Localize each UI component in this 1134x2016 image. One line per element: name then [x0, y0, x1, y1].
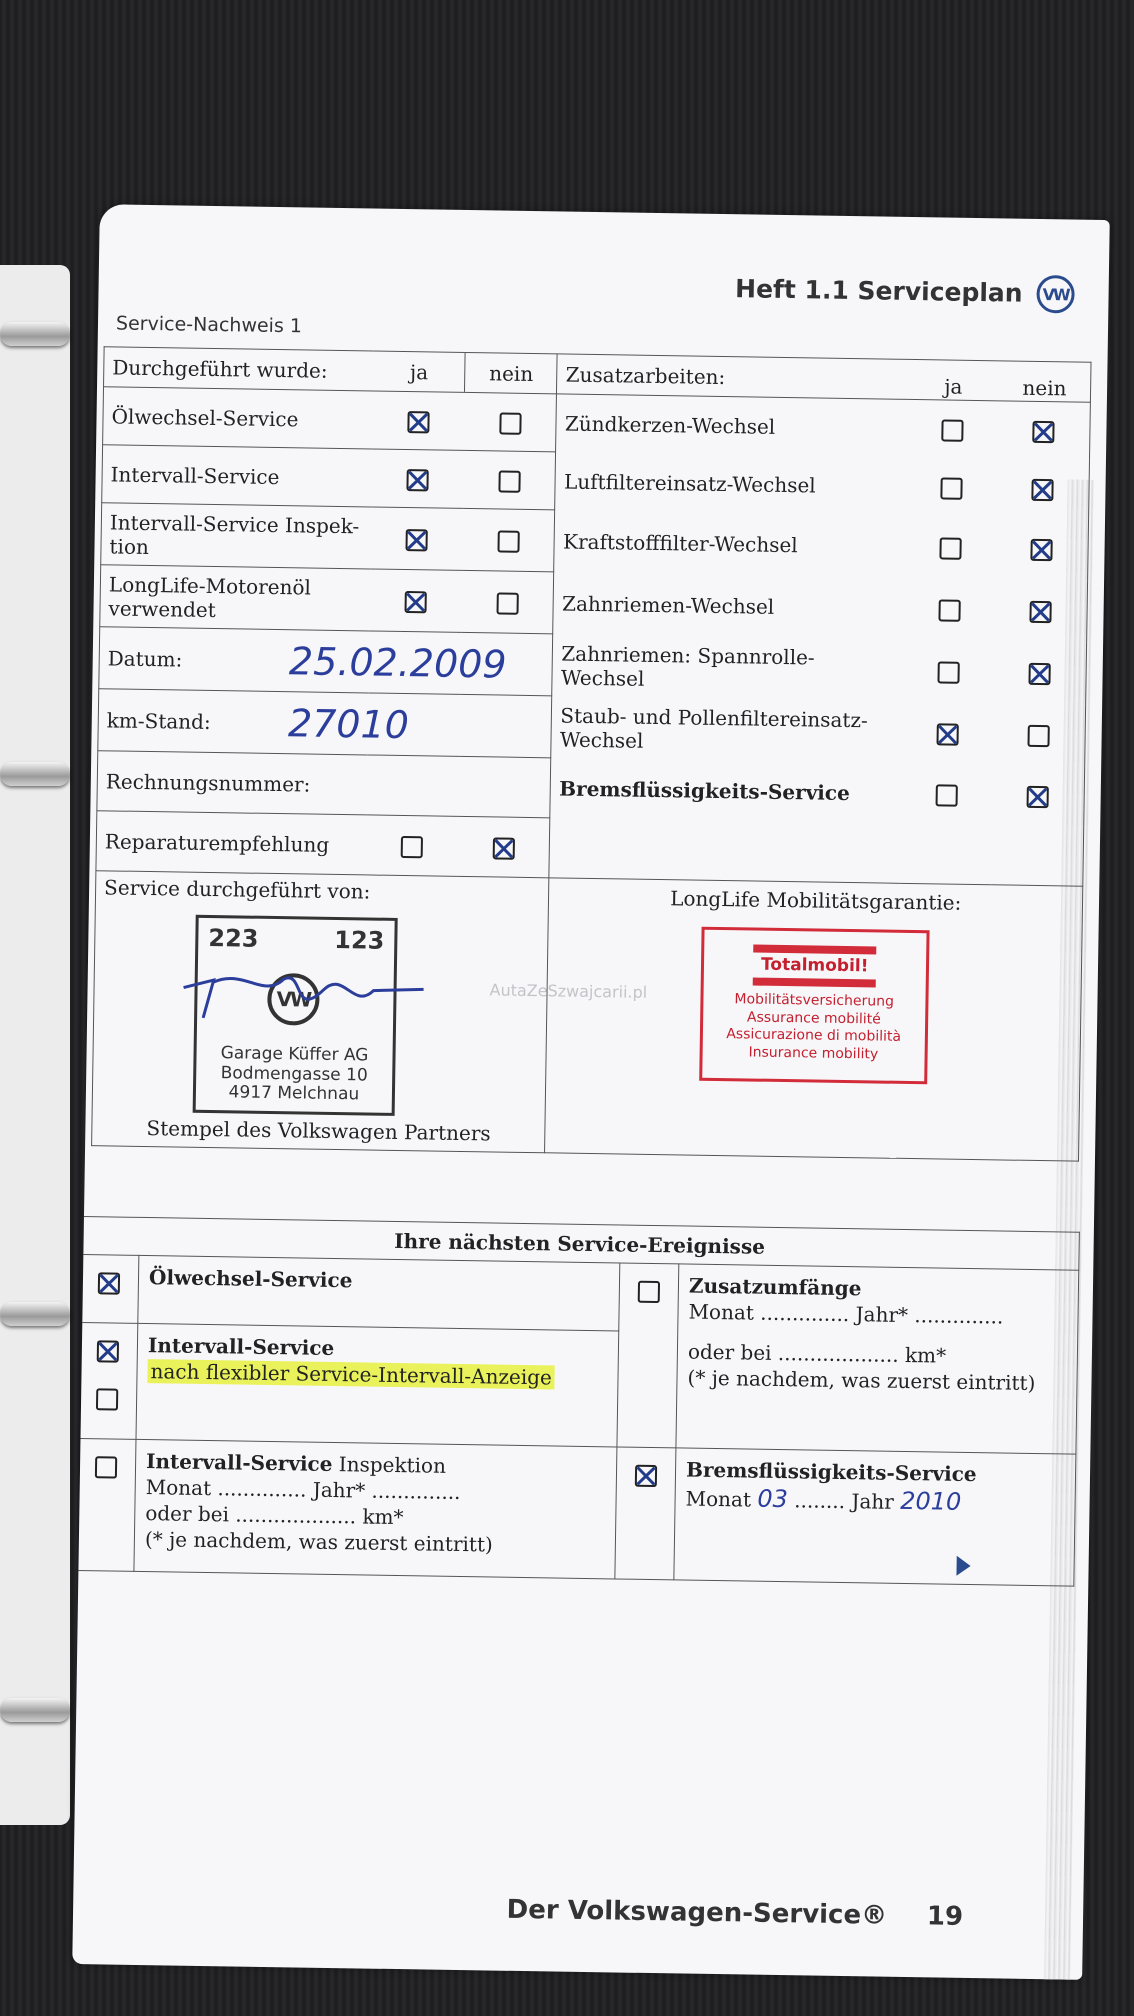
totalmobil-line-2: Assurance mobilité — [746, 1009, 881, 1028]
kraftstofffilter-nein-checkbox[interactable] — [1031, 539, 1053, 561]
rechnung-label: Rechnungsnummer: — [97, 751, 551, 818]
totalmobil-line-4: Insurance mobility — [748, 1044, 879, 1063]
totalmobil-brand: Totalmobil! — [753, 945, 877, 988]
zahnriemen-nein-checkbox[interactable] — [1030, 601, 1052, 623]
right-row-label: Staub- und Pollenfiltereinsatz-Wechsel — [551, 696, 903, 764]
spannrolle-nein-checkbox[interactable] — [1029, 663, 1051, 685]
luftfilter-nein-checkbox[interactable] — [1032, 479, 1054, 501]
right-col-nein: nein — [999, 361, 1091, 402]
stamp-line-3: 4917 Melchnau — [228, 1082, 360, 1105]
right-row-label: Luftfiltereinsatz-Wechsel — [555, 452, 907, 516]
next-brems-monat-label: Monat — [685, 1486, 752, 1512]
next-title: Ihre nächsten Service-Ereignisse — [80, 1216, 1079, 1270]
zuendkerzen-nein-checkbox[interactable] — [1033, 421, 1055, 443]
next-zusatz-line-2: oder bei ................... km* — [687, 1339, 947, 1368]
right-row-label: Zahnriemen: Spannrolle-Wechsel — [552, 634, 904, 702]
next-intervall-checkbox-2[interactable] — [96, 1388, 118, 1410]
right-row-label: Kraftstofffilter-Wechsel — [554, 510, 906, 578]
next-zusatz-checkbox[interactable] — [638, 1280, 660, 1302]
next-zusatz-line-1: Monat .............. Jahr* .............. — [688, 1299, 1004, 1329]
brems-nein-checkbox[interactable] — [1027, 786, 1049, 808]
previous-page — [0, 265, 70, 1825]
zahnriemen-ja-checkbox[interactable] — [939, 599, 961, 621]
stamp-caption: Stempel des Volkswagen Partners — [146, 1116, 491, 1146]
next-inspektion-line-1: Monat .............. Jahr* .............. — [145, 1475, 461, 1504]
totalmobil-stamp — [699, 927, 929, 1085]
footer-text: Der Volkswagen-Service® — [506, 1894, 888, 1931]
section-label: Service-Nachweis 1 — [115, 312, 303, 338]
vw-stamp-logo-icon: VW — [267, 973, 320, 1026]
left-col-ja: ja — [373, 351, 465, 392]
left-row-label: Ölwechsel-Service — [103, 387, 374, 449]
next-page-arrow-icon — [956, 1556, 970, 1576]
left-header: Durchgeführt wurde: — [104, 347, 374, 391]
next-brems-jahr-label: Jahr — [851, 1489, 895, 1514]
highlighted-text: nach flexibler Service-Intervall-Anzeige — [147, 1359, 555, 1389]
kraftstofffilter-ja-checkbox[interactable] — [940, 537, 962, 559]
reparatur-label: Reparaturempfehlung — [96, 811, 367, 875]
stamp-line-1: Garage Küffer AG — [220, 1043, 369, 1066]
binder-ring — [0, 322, 70, 346]
inspektion-nein-checkbox[interactable] — [497, 530, 519, 552]
next-oel-label: Ölwechsel-Service — [138, 1255, 620, 1331]
next-brems-label: Bremsflüssigkeits-Service — [685, 1457, 977, 1487]
next-inspektion-line-2: oder bei ................... km* — [145, 1501, 404, 1530]
reparatur-ja-checkbox[interactable] — [401, 836, 423, 858]
longlife-oel-nein-checkbox[interactable] — [496, 592, 518, 614]
reparatur-nein-checkbox[interactable] — [492, 837, 514, 859]
pollenfilter-nein-checkbox[interactable] — [1028, 725, 1050, 747]
intervall-ja-checkbox[interactable] — [406, 469, 428, 491]
next-inspektion-rest: Inspektion — [332, 1451, 447, 1478]
stamp-line-2: Bodmengasse 10 — [220, 1062, 368, 1086]
next-zusatz-label: Zusatzumfänge — [688, 1273, 862, 1301]
binder-ring — [0, 1302, 70, 1326]
stamp-number-right: 123 — [334, 925, 385, 955]
page-number: 19 — [926, 1901, 964, 1932]
brems-ja-checkbox[interactable] — [936, 784, 958, 806]
right-row-label: Bremsflüssigkeits-Service — [550, 758, 902, 824]
stamp-number-left: 223 — [208, 923, 259, 953]
signature-icon — [173, 957, 434, 1031]
service-book-page — [72, 204, 1110, 1980]
dealer-stamp — [193, 915, 398, 1116]
luftfilter-ja-checkbox[interactable] — [941, 477, 963, 499]
next-service-table: Ihre nächsten Service-Ereignisse Ölwechsel-Service Zusatzumfänge Monat .............. Jahr* .............. oder bei ................... km* (* je nachdem, was zuerst eintritt) Intervall-Service nach flexibler Service-Intervall-Anzeige Intervall-Service Inspektion Monat .............. Jahr* .............. oder bei ................... km* (* je nachdem, was zuerst eintritt) Bremsflüssigkeits-Service Monat 03 ........ Jahr 2010 — [74, 1216, 1079, 1587]
left-row-label: LongLife-Motorenöl verwendet — [100, 565, 371, 631]
left-row-label: Intervall-Service Inspek-tion — [101, 503, 372, 569]
km-value[interactable]: 27010 — [287, 700, 410, 747]
vw-logo-icon: VW — [1036, 275, 1075, 314]
next-oel-checkbox[interactable] — [98, 1272, 120, 1294]
right-row-label: Zündkerzen-Wechsel — [556, 394, 908, 458]
right-col-ja: ja — [908, 359, 1000, 400]
page-title: Heft 1.1 Serviceplan — [734, 274, 1023, 308]
right-header: Zusatzarbeiten: — [557, 354, 908, 400]
left-col-nein: nein — [465, 352, 558, 393]
longlife-label: LongLife Mobilitätsgarantie: — [670, 886, 962, 915]
oel-nein-checkbox[interactable] — [499, 412, 521, 434]
next-intervall-label: Intervall-Service — [147, 1333, 335, 1360]
datum-label: Datum: — [99, 627, 370, 693]
inspektion-ja-checkbox[interactable] — [406, 529, 428, 551]
next-brems-monat-value[interactable]: 03 — [757, 1484, 789, 1514]
service-by-label: Service durchgeführt von: — [103, 875, 371, 904]
spannrolle-ja-checkbox[interactable] — [938, 661, 960, 683]
next-brems-checkbox[interactable] — [635, 1464, 657, 1486]
oel-ja-checkbox[interactable] — [407, 411, 429, 433]
next-brems-jahr-value[interactable]: 2010 — [900, 1486, 962, 1516]
next-inspektion-line-3: (* je nachdem, was zuerst eintritt) — [144, 1527, 493, 1557]
intervall-nein-checkbox[interactable] — [498, 470, 520, 492]
pollenfilter-ja-checkbox[interactable] — [937, 723, 959, 745]
next-inspektion-bold: Intervall-Service — [145, 1449, 333, 1476]
next-zusatz-line-3: (* je nachdem, was zuerst eintritt) — [687, 1365, 1036, 1396]
watermark: AutaZeSzwajcarii.pl — [489, 980, 648, 1002]
zuendkerzen-ja-checkbox[interactable] — [942, 419, 964, 441]
binder-ring — [0, 762, 70, 786]
longlife-oel-ja-checkbox[interactable] — [405, 591, 427, 613]
left-row-label: Intervall-Service — [102, 445, 373, 507]
right-row-label: Zahnriemen-Wechsel — [553, 572, 905, 640]
next-inspektion-checkbox[interactable] — [95, 1456, 117, 1478]
service-record-table — [91, 346, 1091, 1161]
datum-value[interactable]: 25.02.2009 — [288, 638, 507, 687]
km-label: km-Stand: — [98, 689, 369, 755]
totalmobil-line-1: Mobilitätsversicherung — [734, 991, 895, 1010]
totalmobil-line-3: Assicurazione di mobilità — [726, 1026, 902, 1046]
binder-ring — [0, 1698, 70, 1722]
next-intervall-checkbox[interactable] — [97, 1340, 119, 1362]
